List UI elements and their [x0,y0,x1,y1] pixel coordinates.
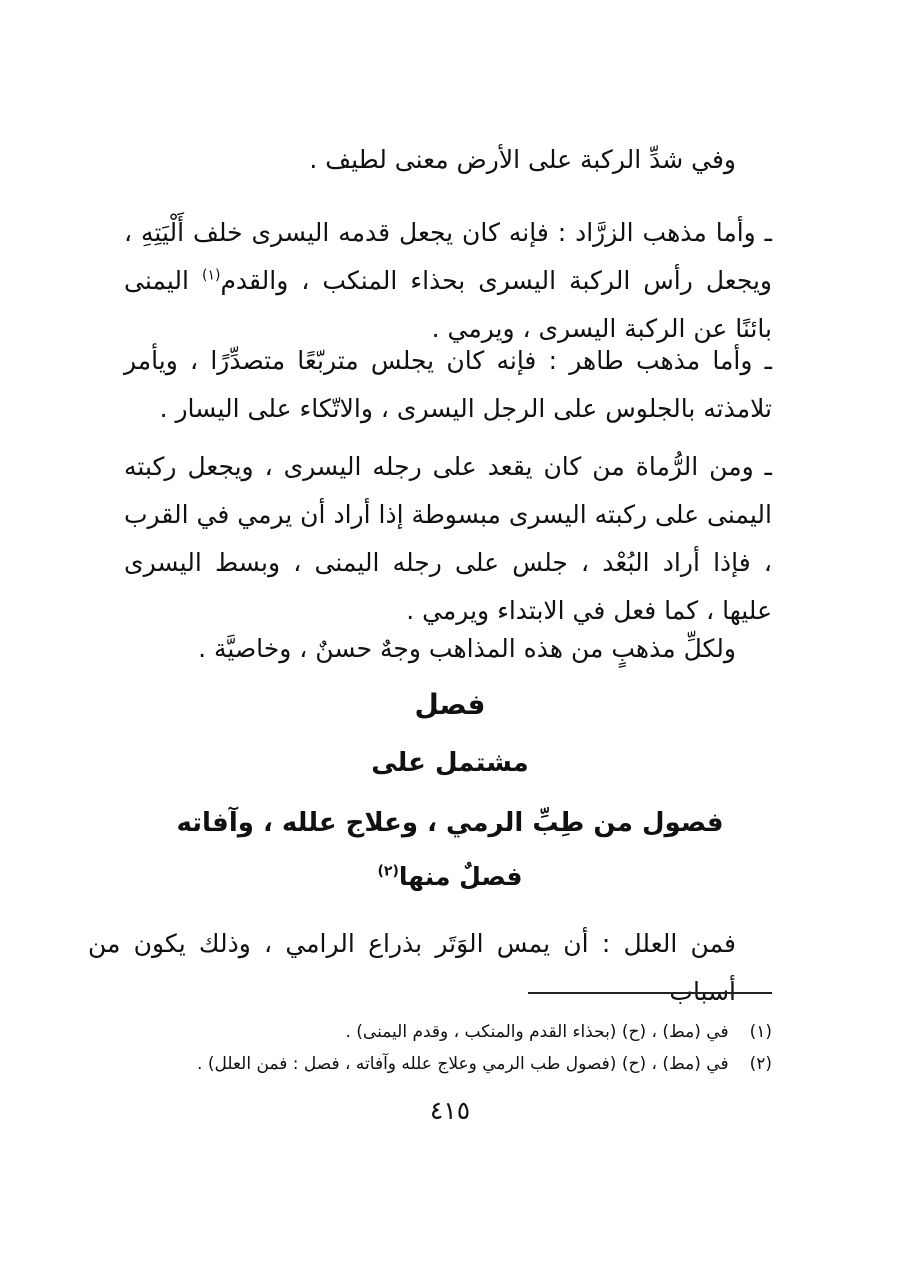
footnote-ref-2[interactable]: (٢) [377,863,399,880]
paragraph-summary [88,625,772,673]
section-heading-topic: فصول من طِبِّ الرمي ، وعلاج علله ، وآفاته [176,808,724,838]
subsection-heading [0,862,900,891]
paragraph-1 [88,136,772,184]
paragraph-archers [124,443,772,635]
paragraph-summary-text: ولكلِّ مذهبٍ من هذه المذاهب وجهٌ حسنٌ ، وخاصيَّة . [198,634,736,663]
footnote-1-text: في (مط) ، (ح) (بحذاء القدم والمنكب ، وقدم اليمنى) . [345,1022,729,1042]
footnote-1 [124,1016,772,1048]
paragraph-ailments-text: فمن العلل : أن يمس الوَتَر بذراع الرامي ، وذلك يكون من أسباب [88,929,736,1006]
paragraph-zarrad-text-a: ـ وأما مذهب الزرَّاد : فإنه كان يجعل قدمه اليسرى خلف أَلْيَتِهِ ، ويجعل رأس الركبة اليسرى بحذاء المنكب ، والقدم [124,218,773,295]
paragraph-taher-text: ـ وأما مذهب طاهر : فإنه كان يجلس متربّعًا متصدِّرًا ، ويأمر تلامذته بالجلوس على الرجل اليسرى ، والاتّكاء على اليسار . [124,346,772,423]
section-heading-fasl: فصل [414,688,486,721]
paragraph-archers-text: ـ ومن الرُّماة من كان يقعد على رجله اليسرى ، ويجعل ركبته اليمنى على ركبته اليسرى مبسوطة إذا أراد أن يرمي في القرب ، فإذا أراد البُعْد ، جلس على رجله اليمنى ، وبسط اليسرى عليها ، كما فعل في الابتداء ويرمي . [124,452,772,625]
footnote-1-number: (١) [749,1022,772,1042]
paragraph-1-text: وفي شدِّ الركبة على الأرض معنى لطيف . [309,145,736,174]
footnote-2-number: (٢) [749,1054,772,1074]
paragraph-zarrad [124,209,772,353]
footnote-2 [124,1048,772,1080]
footnote-divider [528,992,772,994]
paragraph-zarrad-text-b: اليمنى بائنًا عن الركبة اليسرى ، ويرمي . [124,266,772,343]
paragraph-ailments [88,920,772,1016]
section-heading-containing: مشتمل على [371,748,529,778]
footnote-ref-1[interactable]: (١) [201,267,221,284]
footnotes [124,1016,772,1080]
subsection-heading-text: فصلٌ منها [398,862,523,891]
footnote-2-text: في (مط) ، (ح) (فصول طب الرمي وعلاج علله وآفاته ، فصل : فمن العلل) . [197,1054,729,1074]
paragraph-taher [124,337,772,433]
page-number: ٤١٥ [429,1096,471,1125]
